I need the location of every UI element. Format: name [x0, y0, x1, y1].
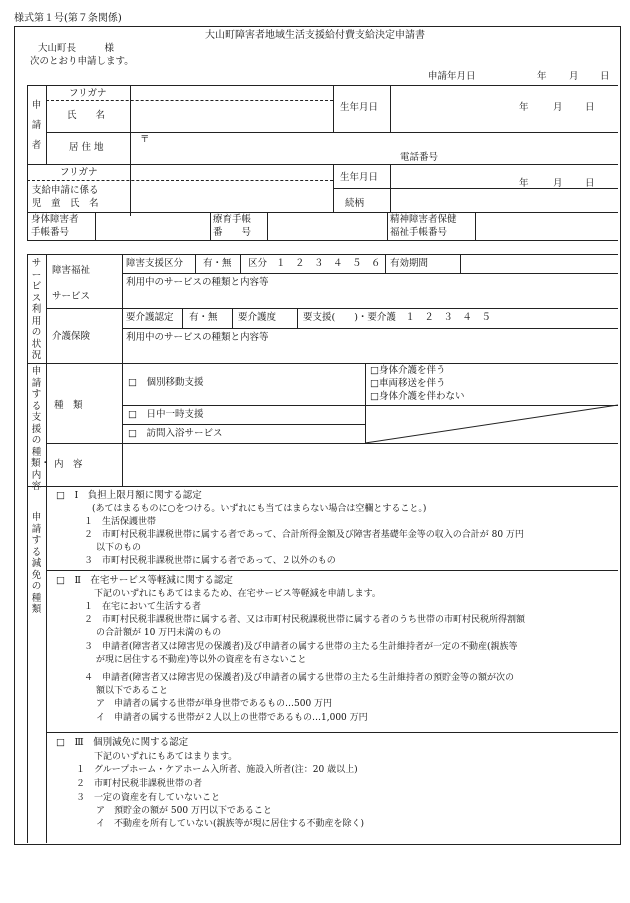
welfare-service-label-2: サービス	[52, 291, 91, 302]
class-label: 区分	[248, 258, 268, 269]
support-section-label: 申請する支援の種類・内容	[31, 366, 51, 492]
child-birth-day: 日	[585, 178, 595, 189]
block1-title[interactable]: □ Ⅰ 負担上限月額に関する認定	[56, 490, 202, 501]
postal-mark: 〒	[140, 134, 150, 145]
apply-day-label: 日	[600, 71, 610, 82]
care-insurance-label: 介護保険	[52, 331, 91, 342]
current-services-label-2: 利用中のサービスの種類と内容等	[126, 332, 269, 343]
block1-item1: １ 生活保護世帯	[84, 517, 157, 527]
block2-item2a: ２ 市町村民税非課税世帯に属する者、又は市町村民税課税世帯に属する者のうち世帯の市町村民税所得割額	[84, 615, 526, 625]
physical-handbook-label-2: 手帳番号	[31, 227, 70, 238]
support-class-yes-no: 有・無	[203, 258, 232, 269]
block3-title[interactable]: □ Ⅲ 個別減免に関する認定	[56, 737, 189, 748]
block2-item3a: ３ 申請者(障害者又は障害児の保護者)及び申請者の属する世帯の主たる生計維持者が一定の不動産(親族等	[84, 642, 518, 652]
support-class-label: 障害支援区分	[126, 258, 184, 269]
block2-itemI: イ 申請者の属する世帯が２人以上の世帯であるもの…1,000 万円	[96, 713, 368, 723]
service-section-label: サービス利用の状況	[31, 258, 42, 361]
block2-item3b: が現に居住する不動産)等以外の資産を有さないこと	[96, 655, 307, 665]
block1-note: (あてはまるものに○をつける。いずれにも当てはまらない場合は空欄とすること。)	[92, 504, 427, 514]
current-services-label: 利用中のサービスの種類と内容等	[126, 277, 269, 288]
block3-intro: 下記のいずれにもあてはまります。	[94, 752, 238, 762]
child-furigana-label: フリガナ	[60, 167, 98, 178]
care-cert-yes-no: 有・無	[189, 312, 218, 323]
valid-period-label: 有効期間	[390, 258, 429, 269]
intro-text: 次のとおり申請します。	[30, 56, 134, 67]
checkbox-without-physical-care[interactable]: □身体介護を伴わない	[370, 391, 465, 402]
block3-item1: １ グループホーム・ケアホーム入所者、施設入所者(注：20 歳以上)	[76, 765, 358, 775]
care-level-label: 要介護度	[238, 312, 277, 323]
mental-handbook-label-2: 福祉手帳番号	[390, 227, 448, 238]
checkbox-individual-movement[interactable]: □ 個別移動支援	[128, 377, 204, 388]
diagonal-slash	[365, 405, 618, 443]
birth-year-label: 年	[519, 102, 529, 113]
block3-itemI: イ 不動産を所有していない(親族等が現に居住する不動産を除く)	[96, 819, 365, 829]
block3-item2: ２ 市町村民税非課税世帯の者	[76, 779, 203, 789]
care-cert-label: 要介護認定	[126, 312, 174, 323]
block1-item2a: ２ 市町村民税非課税世帯に属する者であって、合計所得金額及び障害者基礎年金等の収入の合計が 80 万円	[84, 530, 524, 540]
block2-title[interactable]: □ Ⅱ 在宅サービス等軽減に関する認定	[56, 575, 233, 586]
content-label: 内 容	[54, 459, 83, 470]
care-needs-scale: 要支援( )・要介護 １ ２ ３ ４ ５	[303, 312, 491, 323]
child-name-label-2: 児 童 氏 名	[32, 198, 99, 209]
checkbox-with-vehicle-transfer[interactable]: □車両移送を伴う	[370, 378, 446, 389]
applicant-section-label: 申請者	[31, 100, 42, 151]
block2-item1: １ 在宅において生活する者	[84, 602, 202, 612]
birth-month-label: 月	[553, 102, 563, 113]
apply-year-label: 年	[537, 71, 547, 82]
block2-item4b: 額以下であること	[96, 686, 169, 696]
furigana-label: フリガナ	[69, 88, 107, 99]
block1-item2b: 以下のもの	[96, 543, 142, 553]
apply-date-label: 申請年月日	[428, 71, 476, 82]
rehab-handbook-label-1: 療育手帳	[213, 214, 252, 225]
child-name-label-1: 支給申請に係る	[32, 185, 99, 196]
checkbox-bathing-service[interactable]: □ 訪問入浴サービス	[128, 428, 223, 439]
addressee: 大山町長 様	[38, 43, 115, 54]
child-birth-month: 月	[553, 178, 563, 189]
birth-day-label: 日	[585, 102, 595, 113]
reduction-section-label: 申請する減免の種類	[31, 512, 42, 615]
child-birth-label: 生年月日	[340, 172, 379, 183]
form-number: 様式第１号(第７条関係)	[14, 13, 122, 24]
block2-item4a: ４ 申請者(障害者又は障害児の保護者)及び申請者の属する世帯の主たる生計維持者の預貯金等の額が次の	[84, 673, 515, 683]
block2-item2b: の合計額が 10 万円未満のもの	[96, 628, 222, 638]
block3-item3: ３ 一定の資産を有していないこと	[76, 793, 221, 803]
checkbox-with-physical-care[interactable]: □身体介護を伴う	[370, 365, 446, 376]
name-label: 氏 名	[67, 110, 106, 121]
physical-handbook-label-1: 身体障害者	[31, 214, 79, 225]
welfare-service-label-1: 障害福祉	[52, 265, 91, 276]
mental-handbook-label-1: 精神障害者保健	[390, 214, 457, 225]
apply-month-label: 月	[569, 71, 579, 82]
child-birth-year: 年	[519, 178, 529, 189]
relation-label: 続柄	[345, 198, 365, 209]
birth-date-label: 生年月日	[340, 102, 379, 113]
address-label: 居 住 地	[69, 142, 104, 153]
block2-itemA: ア 申請者の属する世帯が単身世帯であるもの…500 万円	[96, 699, 333, 709]
phone-label: 電話番号	[400, 152, 439, 163]
rehab-handbook-label-2: 番 号	[213, 227, 252, 238]
block3-itemA: ア 預貯金の額が 500 万円以下であること	[96, 806, 272, 816]
checkbox-daytime-support[interactable]: □ 日中一時支援	[128, 409, 204, 420]
class-numbers: １ ２ ３ ４ ５ ６	[276, 258, 381, 269]
block2-intro: 下記のいずれにもあてはまるため、在宅サービス等軽減を申請します。	[94, 589, 381, 599]
form-title: 大山町障害者地域生活支援給付費支給決定申請書	[205, 30, 425, 41]
block1-item3: ３ 市町村民税非課税世帯に属する者であって、２以外のもの	[84, 556, 336, 566]
type-label: 種 類	[54, 400, 83, 411]
